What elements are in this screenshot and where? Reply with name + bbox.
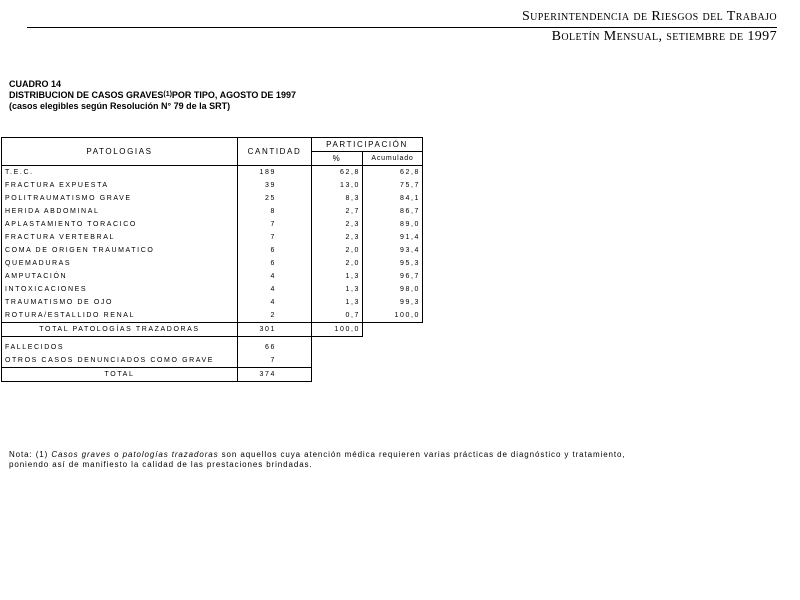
row-cantidad: 25 [238,192,312,205]
row-acumulado: 89,0 [363,218,423,231]
total-trazadoras-cantidad: 301 [238,323,312,337]
row-cantidad: 4 [238,283,312,296]
row-name: COMA DE ORIGEN TRAUMATICO [2,244,238,257]
row-acumulado: 62,8 [363,166,423,180]
row-acumulado: 100,0 [363,309,423,323]
row-name: QUEMADURAS [2,257,238,270]
row-pct: 8,3 [312,192,363,205]
cases-table [1,137,423,382]
row-pct: 1,3 [312,270,363,283]
row-pct: 2,3 [312,231,363,244]
row-cantidad: 189 [238,166,312,180]
fallecidos-label: FALLECIDOS [2,341,238,354]
header-cantidad: CANTIDAD [238,138,312,166]
fallecidos-cantidad: 66 [238,341,312,354]
row-pct: 2,7 [312,205,363,218]
total-cantidad: 374 [238,368,312,382]
table-row [2,309,423,323]
row-pct: 2,3 [312,218,363,231]
row-pct: 13,0 [312,179,363,192]
table-subtitle: (casos elegibles según Resolución N° 79 de la SRT) [9,101,231,111]
row-cantidad: 7 [238,218,312,231]
row-acumulado: 84,1 [363,192,423,205]
row-name: TRAUMATISMO DE OJO [2,296,238,309]
report-header-subtitle: Boletín Mensual, setiembre de 1997 [551,29,777,44]
table-row [2,192,423,205]
row-acumulado: 86,7 [363,205,423,218]
row-acumulado: 75,7 [363,179,423,192]
row-acumulado: 98,0 [363,283,423,296]
table-caption [9,79,296,112]
row-pct: 62,8 [312,166,363,180]
table-body [2,166,423,323]
table-row [2,231,423,244]
row-name: AMPUTACIÓN [2,270,238,283]
table-row [2,205,423,218]
table-row [2,283,423,296]
report-header-title: Superintendencia de Riesgos del Trabajo [521,9,777,24]
row-pct: 2,0 [312,244,363,257]
header-patologias: PATOLOGIAS [2,138,238,166]
table-row [2,218,423,231]
row-name: HERIDA ABDOMINAL [2,205,238,218]
otros-label: OTROS CASOS DENUNCIADOS COMO GRAVE [2,354,238,368]
header-acumulado: Acumulado [363,152,423,166]
row-acumulado: 96,7 [363,270,423,283]
table-row [2,257,423,270]
table-row [2,296,423,309]
row-acumulado: 91,4 [363,231,423,244]
row-cantidad: 4 [238,270,312,283]
row-name: APLASTAMIENTO TORACICO [2,218,238,231]
row-name: T.E.C. [2,166,238,180]
row-name: FRACTURA EXPUESTA [2,179,238,192]
header-pct: % [312,152,363,166]
row-pct: 1,3 [312,283,363,296]
row-name: INTOXICACIONES [2,283,238,296]
row-name: POLITRAUMATISMO GRAVE [2,192,238,205]
table-row [2,179,423,192]
total-label: TOTAL [2,368,238,382]
table-row [2,166,423,180]
total-trazadoras-label: TOTAL PATOLOGÍAS TRAZADORAS [2,323,238,337]
row-cantidad: 6 [238,244,312,257]
row-cantidad: 7 [238,231,312,244]
row-name: FRACTURA VERTEBRAL [2,231,238,244]
row-cantidad: 8 [238,205,312,218]
row-acumulado: 99,3 [363,296,423,309]
otros-cantidad: 7 [238,354,312,368]
row-pct: 1,3 [312,296,363,309]
row-cantidad: 2 [238,309,312,323]
row-name: ROTURA/ESTALLIDO RENAL [2,309,238,323]
header-participacion: PARTICIPACIÓN [312,138,423,152]
row-pct: 2,0 [312,257,363,270]
table-number: CUADRO 14 [9,79,62,89]
row-cantidad: 4 [238,296,312,309]
total-trazadoras-pct: 100,0 [312,323,363,337]
row-acumulado: 93,4 [363,244,423,257]
row-cantidad: 39 [238,179,312,192]
row-cantidad: 6 [238,257,312,270]
row-pct: 0,7 [312,309,363,323]
row-acumulado: 95,3 [363,257,423,270]
table-row [2,244,423,257]
table-row [2,270,423,283]
table-title: DISTRIBUCION DE CASOS GRAVES$^{(1)}$POR TIPO, AGOSTO DE 1997 [9,90,296,100]
footnote: Nota: (1) Casos graves o patologías trazadoras son aquellos cuya atención médica requieren varias prácticas de diagnóstico y tratamiento, poniendo así de manifiesto la calidad de las prestaciones brindadas. [9,450,626,469]
header-divider [27,27,777,28]
